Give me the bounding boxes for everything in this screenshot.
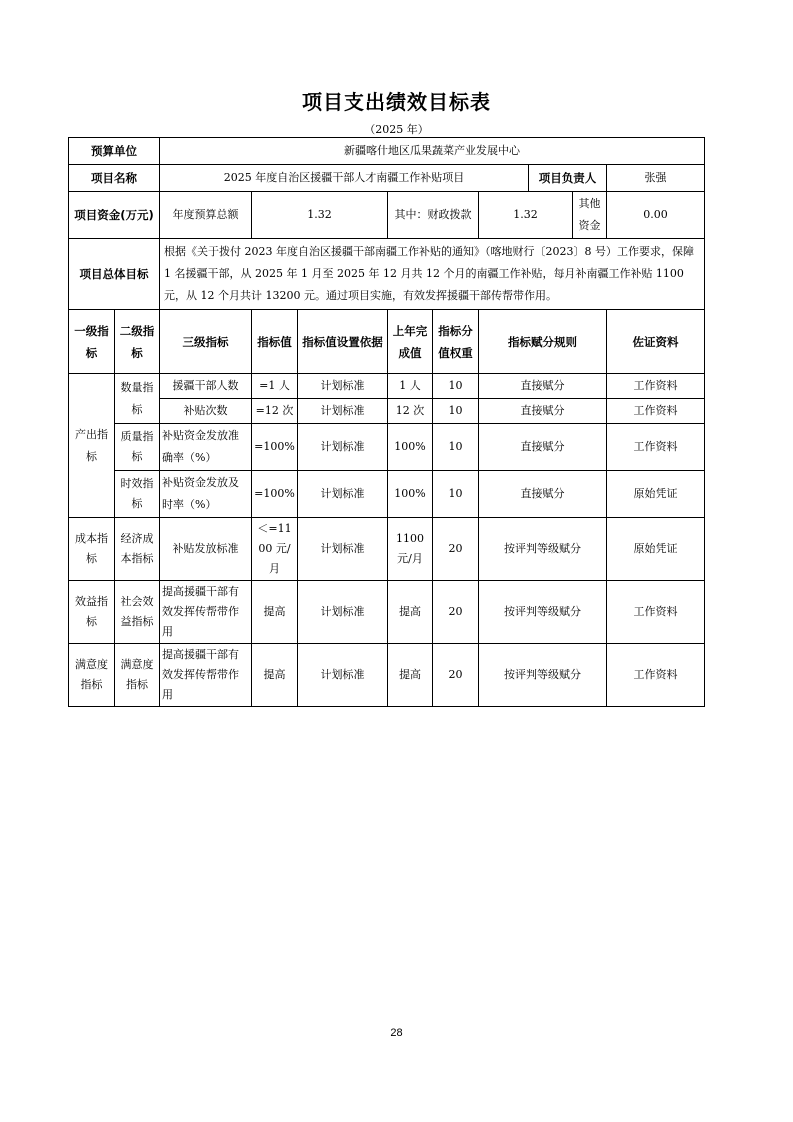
weight-cell: 10 — [433, 471, 479, 518]
evidence-cell: 工作资料 — [607, 424, 705, 471]
table-row — [69, 399, 705, 424]
l2-economic-cost: 经济成本指标 — [115, 518, 160, 581]
header-basis: 指标值设置依据 — [298, 310, 388, 374]
l3-cell: 补贴次数 — [160, 399, 252, 424]
basis-cell: 计划标准 — [298, 581, 388, 644]
weight-cell: 20 — [433, 644, 479, 707]
l3-cell: 补贴发放标准 — [160, 518, 252, 581]
performance-table — [68, 137, 705, 707]
table-row — [69, 374, 705, 399]
last-cell: 12 次 — [388, 399, 433, 424]
table-row — [69, 424, 705, 471]
budget-unit-row — [69, 138, 705, 165]
basis-cell: 计划标准 — [298, 471, 388, 518]
evidence-cell: 工作资料 — [607, 374, 705, 399]
basis-cell: 计划标准 — [298, 518, 388, 581]
other-funds-label: 其他资金 — [573, 192, 607, 239]
weight-cell: 10 — [433, 374, 479, 399]
group-output: 产出指标 — [69, 374, 115, 518]
last-cell: 1100 元/月 — [388, 518, 433, 581]
value-cell: ＜=1100 元/月 — [252, 518, 298, 581]
annual-total-label: 年度预算总额 — [160, 192, 252, 239]
l2-quantity: 数量指标 — [115, 374, 160, 424]
fiscal-alloc-value: 1.32 — [479, 192, 573, 239]
funds-label: 项目资金(万元) — [69, 192, 160, 239]
l2-quality: 质量指标 — [115, 424, 160, 471]
year-label: （2025 年） — [364, 123, 429, 136]
header-last-year: 上年完成值 — [388, 310, 433, 374]
fiscal-alloc-label: 其中：财政拨款 — [388, 192, 479, 239]
l2-satisfaction: 满意度指标 — [115, 644, 160, 707]
rule-cell: 按评判等级赋分 — [479, 518, 607, 581]
l3-cell: 提高援疆干部有效发挥传帮带作用 — [160, 644, 252, 707]
last-cell: 提高 — [388, 581, 433, 644]
value-cell: =100% — [252, 471, 298, 518]
rule-cell: 直接赋分 — [479, 424, 607, 471]
basis-cell: 计划标准 — [298, 399, 388, 424]
header-rule: 指标赋分规则 — [479, 310, 607, 374]
rule-cell: 按评判等级赋分 — [479, 581, 607, 644]
budget-unit-value: 新疆喀什地区瓜果蔬菜产业发展中心 — [160, 138, 705, 165]
header-level3: 三级指标 — [160, 310, 252, 374]
last-cell: 100% — [388, 471, 433, 518]
group-satisfaction: 满意度指标 — [69, 644, 115, 707]
overall-goal-label: 项目总体目标 — [69, 239, 160, 310]
rule-cell: 直接赋分 — [479, 374, 607, 399]
rule-cell: 直接赋分 — [479, 471, 607, 518]
value-cell: =100% — [252, 424, 298, 471]
project-name-label: 项目名称 — [69, 165, 160, 192]
weight-cell: 10 — [433, 424, 479, 471]
evidence-cell: 原始凭证 — [607, 471, 705, 518]
l2-social-benefit: 社会效益指标 — [115, 581, 160, 644]
evidence-cell: 原始凭证 — [607, 518, 705, 581]
l3-cell: 补贴资金发放准确率（%） — [160, 424, 252, 471]
budget-unit-label: 预算单位 — [69, 138, 160, 165]
table-row — [69, 644, 705, 707]
last-cell: 100% — [388, 424, 433, 471]
weight-cell: 20 — [433, 518, 479, 581]
value-cell: 提高 — [252, 644, 298, 707]
page-title: 项目支出绩效目标表 — [302, 90, 491, 114]
responsible-value: 张强 — [607, 165, 705, 192]
table-row — [69, 518, 705, 581]
table-row — [69, 471, 705, 518]
last-cell: 1 人 — [388, 374, 433, 399]
table-row — [69, 581, 705, 644]
header-evidence: 佐证资料 — [607, 310, 705, 374]
overall-goal-row — [69, 239, 705, 310]
value-cell: =12 次 — [252, 399, 298, 424]
basis-cell: 计划标准 — [298, 644, 388, 707]
evidence-cell: 工作资料 — [607, 644, 705, 707]
responsible-label: 项目负责人 — [529, 165, 607, 192]
header-level2: 二级指标 — [115, 310, 160, 374]
rule-cell: 按评判等级赋分 — [479, 644, 607, 707]
header-row — [69, 310, 705, 374]
annual-total-value: 1.32 — [252, 192, 388, 239]
header-level1: 一级指标 — [69, 310, 115, 374]
basis-cell: 计划标准 — [298, 374, 388, 399]
rule-cell: 直接赋分 — [479, 399, 607, 424]
evidence-cell: 工作资料 — [607, 581, 705, 644]
l3-cell: 提高援疆干部有效发挥传帮带作用 — [160, 581, 252, 644]
value-cell: =1 人 — [252, 374, 298, 399]
weight-cell: 10 — [433, 399, 479, 424]
value-cell: 提高 — [252, 581, 298, 644]
group-cost: 成本指标 — [69, 518, 115, 581]
header-value: 指标值 — [252, 310, 298, 374]
evidence-cell: 工作资料 — [607, 399, 705, 424]
project-name-value: 2025 年度自治区援疆干部人才南疆工作补贴项目 — [160, 165, 529, 192]
other-funds-value: 0.00 — [607, 192, 705, 239]
last-cell: 提高 — [388, 644, 433, 707]
l3-cell: 援疆干部人数 — [160, 374, 252, 399]
weight-cell: 20 — [433, 581, 479, 644]
header-weight: 指标分值权重 — [433, 310, 479, 374]
overall-goal-text: 根据《关于拨付 2023 年度自治区援疆干部南疆工作补贴的通知》（喀地财行〔2023〕8 号）工作要求，保障 1 名援疆干部，从 2025 年 1 月至 2025 年 12 月共 12 个月的南疆工作补贴，每月补南疆工作补贴 1100 元，从 12 个月共计 13200 元。通过项目实施，有效发挥援疆干部传帮带作用。 — [160, 239, 705, 310]
group-benefit: 效益指标 — [69, 581, 115, 644]
funds-row — [69, 192, 705, 239]
basis-cell: 计划标准 — [298, 424, 388, 471]
l3-cell: 补贴资金发放及时率（%） — [160, 471, 252, 518]
page-number: 28 — [390, 1027, 403, 1039]
l2-timeliness: 时效指标 — [115, 471, 160, 518]
project-name-row — [69, 165, 705, 192]
